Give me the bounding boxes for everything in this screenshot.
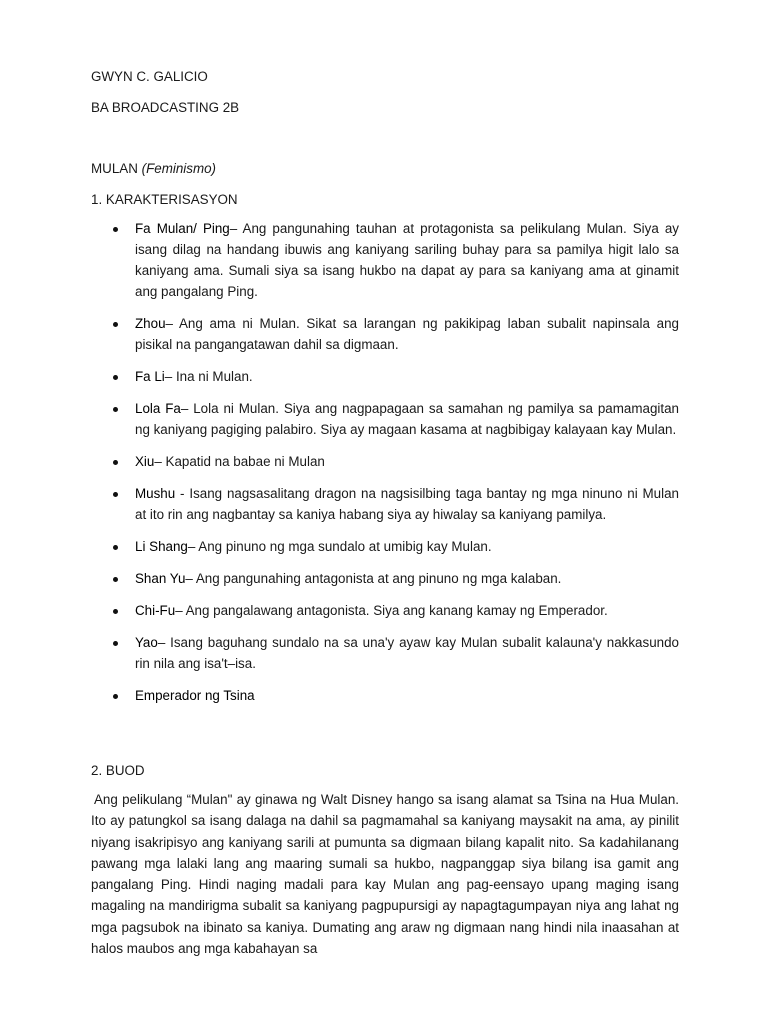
bullet-icon (113, 609, 118, 614)
document-title (91, 161, 216, 177)
bullet-icon (113, 375, 118, 380)
character-description: – Ang pinuno ng mga sundalo at umibig kay Mulan. (187, 539, 492, 554)
character-description: - Isang nagsasalitang dragon na nagsisilbing taga bantay ng mga ninuno ni Mulan at ito rin ang nagbantay sa kaniya habang siya ay hiwalay sa kaniyang pamilya. (135, 486, 679, 522)
title-tag: (Feminismo) (141, 161, 217, 176)
character-description: – Ang pangunahing antagonista at ang pinuno ng mga kalaban. (185, 571, 562, 586)
list-item (113, 218, 679, 302)
character-name: Fa Li (135, 369, 165, 384)
author-name: GWYN C. GALICIO (91, 69, 208, 84)
summary-paragraph: Ang pelikulang “Mulan" ay ginawa ng Walt Disney hango sa isang alamat sa Tsina na Hua Mulan. Ito ay patungkol sa isang dalaga na dahil sa pagmamahal sa kaniyang maysakit na ama, ay pinilit niyang isakripisyo ang kaniyang sarili at pumunta sa digmaan bilang kapalit nito. Sa kadahilanang pawang mga lalaki lang ang maaring sumali sa hukbo, nagpanggap siya bilang isa gamit ang pangalang Ping. Hindi naging madali para kay Mulan ang pag-eensayo upang maging isang magaling na mandirigma subalit sa kaniyang pagpupursigi ay napagtagumpayan niya ang lahat ng mga pagsubok na ibinato sa kaniya. Dumating ang araw ng digmaan nang hindi nila inaasahan at halos maubos ang mga kabahayan sa (91, 792, 679, 957)
character-description: – Ang pangalawang antagonista. Siya ang kanang kamay ng Emperador. (175, 603, 608, 618)
list-item (113, 483, 679, 525)
bullet-icon (113, 577, 118, 582)
bullet-icon (113, 492, 118, 497)
bullet-icon (113, 641, 118, 646)
bullet-icon (113, 322, 118, 327)
list-item (113, 632, 679, 674)
section-heading-summary: 2. BUOD (91, 763, 145, 778)
bullet-icon (113, 545, 118, 550)
title-text: MULAN (91, 161, 138, 176)
character-description: – Ang ama ni Mulan. Sikat sa larangan ng pakikipag laban subalit napinsala ang pisikal na pangangatawan dahil sa digmaan. (135, 316, 679, 352)
character-list (113, 218, 679, 717)
character-name: Xiu (135, 454, 155, 469)
character-name: Li Shang (135, 539, 188, 554)
character-name: Yao (135, 635, 158, 650)
character-name: Fa Mulan/ Ping (135, 221, 230, 236)
bullet-icon (113, 227, 118, 232)
bullet-icon (113, 407, 118, 412)
list-item (113, 398, 679, 440)
bullet-icon (113, 460, 118, 465)
list-item (113, 536, 679, 557)
character-description: – Ang pangunahing tauhan at protagonista sa pelikulang Mulan. Siya ay isang dilag na handang ibuwis ang kaniyang sariling buhay para sa pamilya higit lalo sa kaniyang ama. Sumali siya sa isang hukbo na dapat ay para sa kaniyang ama at ginamit ang pangalang Ping. (135, 221, 680, 299)
course-label: BA BROADCASTING 2B (91, 100, 240, 115)
character-description: – Ina ni Mulan. (164, 369, 253, 384)
list-item (113, 313, 679, 355)
list-item (113, 568, 679, 589)
character-name: Shan Yu (135, 571, 186, 586)
character-description: – Kapatid na babae ni Mulan (154, 454, 325, 469)
list-item (113, 451, 679, 472)
character-description: – Isang baguhang sundalo na sa una'y ayaw kay Mulan subalit kalauna'y nakkasundo rin nila ang isa't–isa. (135, 635, 679, 671)
bullet-icon (113, 694, 118, 699)
character-name: Mushu (135, 486, 176, 501)
character-description: – Lola ni Mulan. Siya ang nagpapagaan sa samahan ng pamilya sa pamamagitan ng kaniyang pagiging palabiro. Siya ay magaan kasama at nagbibigay kalayaan kay Mulan. (135, 401, 679, 437)
character-name: Chi-Fu (135, 603, 176, 618)
character-name: Emperador ng Tsina (135, 688, 255, 703)
section-heading-characterization: 1. KARAKTERISASYON (91, 192, 238, 207)
character-name: Zhou (135, 316, 166, 331)
list-item (113, 366, 679, 387)
list-item (113, 685, 679, 706)
character-name: Lola Fa (135, 401, 181, 416)
list-item (113, 600, 679, 621)
